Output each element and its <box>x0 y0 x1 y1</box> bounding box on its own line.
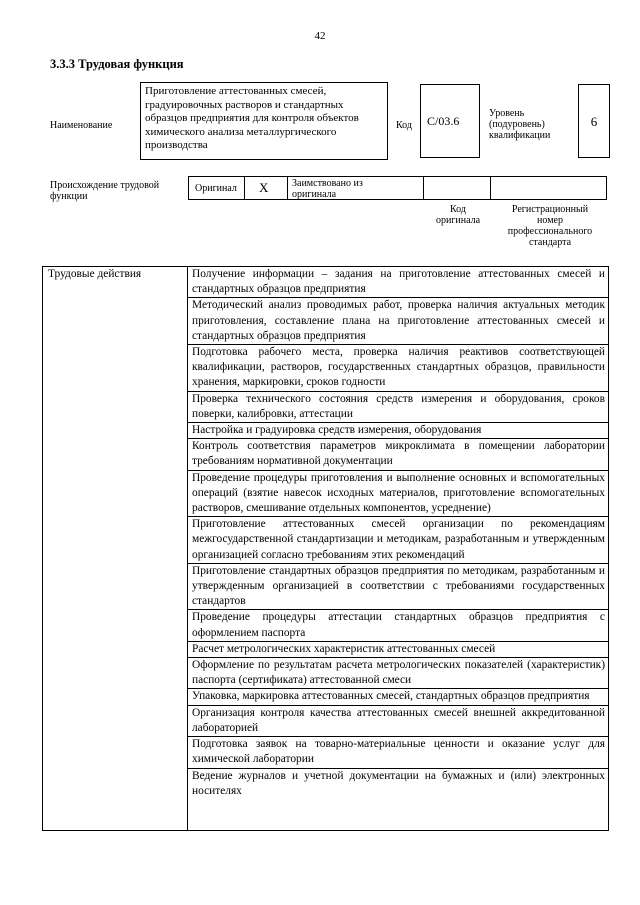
original-label-cell <box>189 177 245 199</box>
original-mark: X <box>259 180 269 195</box>
labor-action-row: Контроль соответствия параметров микроклимата в помещении лаборатории требованиям нормативной документации <box>188 439 609 470</box>
page-number: 42 <box>314 30 326 42</box>
labor-actions-list <box>188 267 609 799</box>
section-title: 3.3.3 Трудовая функция <box>50 57 184 71</box>
code-value-cell <box>420 84 480 158</box>
labor-action-row: Организация контроля качества аттестованных смесей внешней аккредитованной лабораторией <box>188 706 609 737</box>
origin-table <box>188 176 607 200</box>
level-value: 6 <box>590 114 598 129</box>
labor-action-row: Упаковка, маркировка аттестованных смесей, стандартных образцов предприятия <box>188 689 609 705</box>
origin-code-cell <box>424 177 491 199</box>
level-label: Уровень (подуровень) квалификации <box>489 108 551 141</box>
function-name: Приготовление аттестованных смесей, градуировочных растворов и стандартных образцов предприятия для контроля объектов химического анализа металлургического производства <box>145 85 359 151</box>
reg-number-cell <box>491 177 606 199</box>
original-label: Оригинал <box>195 183 237 194</box>
code-label: Код <box>396 120 412 131</box>
labor-action-row: Расчет метрологических характеристик аттестованных смесей <box>188 642 609 658</box>
level-value-cell <box>578 84 610 158</box>
borrowed-label: Заимствовано из оригинала <box>292 178 363 200</box>
labor-action-row: Ведение журналов и учетной документации на бумажных и (или) электронных носителях <box>192 769 605 797</box>
labor-actions-table <box>42 266 609 831</box>
labor-action-row: Проведение процедуры приготовления и выполнение основных и вспомогательных операций (взятие навесок исходных материалов, приготовление вспомогательных растворов, смешивание отдельных компонентов, усреднение) <box>188 471 609 518</box>
labor-action-row: Оформление по результатам расчета метрологических показателей (характеристик) паспорта (сертификата) аттестованной смеси <box>188 658 609 689</box>
labor-actions-label: Трудовые действия <box>48 268 142 280</box>
origin-label: Происхождение трудовой функции <box>50 180 160 202</box>
labor-action-row: Проверка технического состояния средств измерения и оборудования, сроков поверки, калибровки, аттестации <box>188 392 609 423</box>
labor-action-row: Приготовление аттестованных смесей организации по рекомендациям межгосударственной стандартизации и методикам, разработанным и утвержденным организацией согласно требованиям этих рекомендаций <box>188 517 609 564</box>
labor-action-row: Проведение процедуры аттестации стандартных образцов предприятия с оформлением паспорта <box>188 610 609 641</box>
labor-action-row: Подготовка заявок на товарно-материальные ценности и оказание услуг для химической лаборатории <box>188 737 609 768</box>
code-value: С/03.6 <box>427 114 460 128</box>
labor-action-row: Приготовление стандартных образцов предприятия по методикам, разработанным и утвержденным организацией в соответствии с требованиями государственных стандартов <box>188 564 609 611</box>
origin-code-caption: Код оригинала <box>435 204 481 226</box>
labor-action-row: Настройка и градуировка средств измерения, оборудования <box>188 423 609 439</box>
name-label: Наименование <box>50 120 113 131</box>
borrowed-cell <box>288 177 424 199</box>
reg-number-caption: Регистрационный номер профессионального стандарта <box>507 204 593 248</box>
labor-action-row: Подготовка рабочего места, проверка наличия реактивов соответствующей квалификации, растворов, государственных стандартных образцов, правильности хранения, маркировки, сроков годности <box>188 345 609 392</box>
labor-action-row: Получение информации – задания на приготовление аттестованных смесей и стандартных образцов предприятия <box>188 267 609 298</box>
function-name-cell <box>140 82 388 160</box>
original-mark-cell <box>245 177 288 199</box>
labor-action-row: Методический анализ проводимых работ, проверка наличия актуальных методик приготовления, составление плана на приготовление аттестованных смесей и стандартных образцов предприятия <box>188 298 609 345</box>
